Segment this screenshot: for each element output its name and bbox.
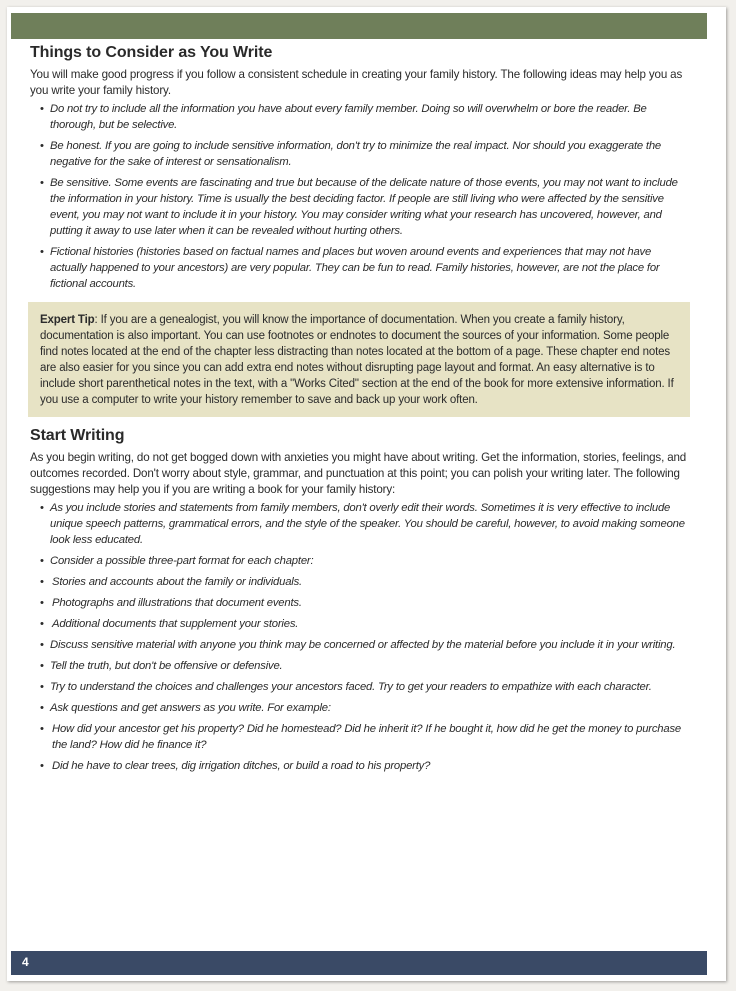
section-intro-consider: You will make good progress if you follow a consistent schedule in creating your family history. The following ideas may help you as you write your family history. [30,68,683,97]
page-number: 4 [22,955,29,969]
section-heading-consider: Things to Consider as You Write [30,44,273,61]
list-item: • Tell the truth, but don't be offensive or defensive. [40,658,690,674]
consider-list [30,101,690,292]
list-item: • Be sensitive. Some events are fascinating and true but because of the delicate nature of those events, you may not want to include the information in your history. Time is usually the best deciding factor. If people are still living who were affected by the sensitive event, you may not want to include it in your history. You may consider writing what your research has uncovered, however, and putting it away to use later when it can be revealed without hurting others. [40,175,690,239]
expert-tip-box [28,302,690,417]
list-item: • Do not try to include all the information you have about every family member. Doing so will overwhelm or bore the reader. Be thorough, but be selective. [40,101,690,133]
list-item: • Ask questions and get answers as you write. For example: [40,700,690,716]
list-item: • Fictional histories (histories based on factual names and places but woven around events and experiences that may not have actually happened to your ancestors) are very popular. They can be fun to read. Family histories, however, are not the place for fictional accounts. [40,244,690,292]
list-item: • Photographs and illustrations that document events. [40,595,690,611]
list-item: • Stories and accounts about the family or individuals. [40,574,690,590]
list-item: • Discuss sensitive material with anyone you think may be concerned or affected by the material before you include it in your writing. [40,637,690,653]
list-item: • Additional documents that supplement your stories. [40,616,690,632]
start-writing-list [30,500,690,774]
list-item: • Consider a possible three-part format for each chapter: [40,553,690,569]
footer-band [11,951,707,975]
list-item: • Try to understand the choices and challenges your ancestors faced. Try to get your readers to empathize with each character. [40,679,690,695]
list-item: • Did he have to clear trees, dig irrigation ditches, or build a road to his property? [40,758,690,774]
page-content [30,44,690,779]
section-heading-start-writing: Start Writing [30,427,125,444]
start-writing-section [30,427,690,774]
expert-tip-text: : If you are a genealogist, you will know the importance of documentation. When you create a family history, documentation is also important. You can use footnotes or endnotes to document the sources of your information. Some people find notes located at the end of the chapter less distracting than notes located at the bottom of a page. These chapter end notes are also easier for you since you can add extra end notes without disrupting page layout and format. An easy alternative is to include short parenthetical notes in the text, with a "Works Cited" section at the end of the book for more extensive information. If you use a computer to write your history remember to save and back up your work often. [40,314,674,406]
list-item: • Be honest. If you are going to include sensitive information, don't try to minimize the real impact. Nor should you exaggerate the negative for the sake of interest or sensationalism. [40,138,690,170]
list-item: • How did your ancestor get his property? Did he homestead? Did he inherit it? If he bought it, how did he get the money to purchase the land? How did he finance it? [40,721,690,753]
list-item: • As you include stories and statements from family members, don't overly edit their words. Sometimes it is very effective to include unique speech patterns, grammatical errors, and the style of the speaker. You should be careful, however, to avoid making someone look less educated. [40,500,690,548]
header-band [11,13,707,39]
section-intro-start-writing: As you begin writing, do not get bogged down with anxieties you might have about writing. Get the information, stories, feelings, and outcomes recorded. Don't worry about style, grammar, and punctuation at this point; you can polish your writing later. The following suggestions may help you if you are writing a book for your family history: [30,451,687,496]
expert-tip-label: Expert Tip [40,314,95,326]
